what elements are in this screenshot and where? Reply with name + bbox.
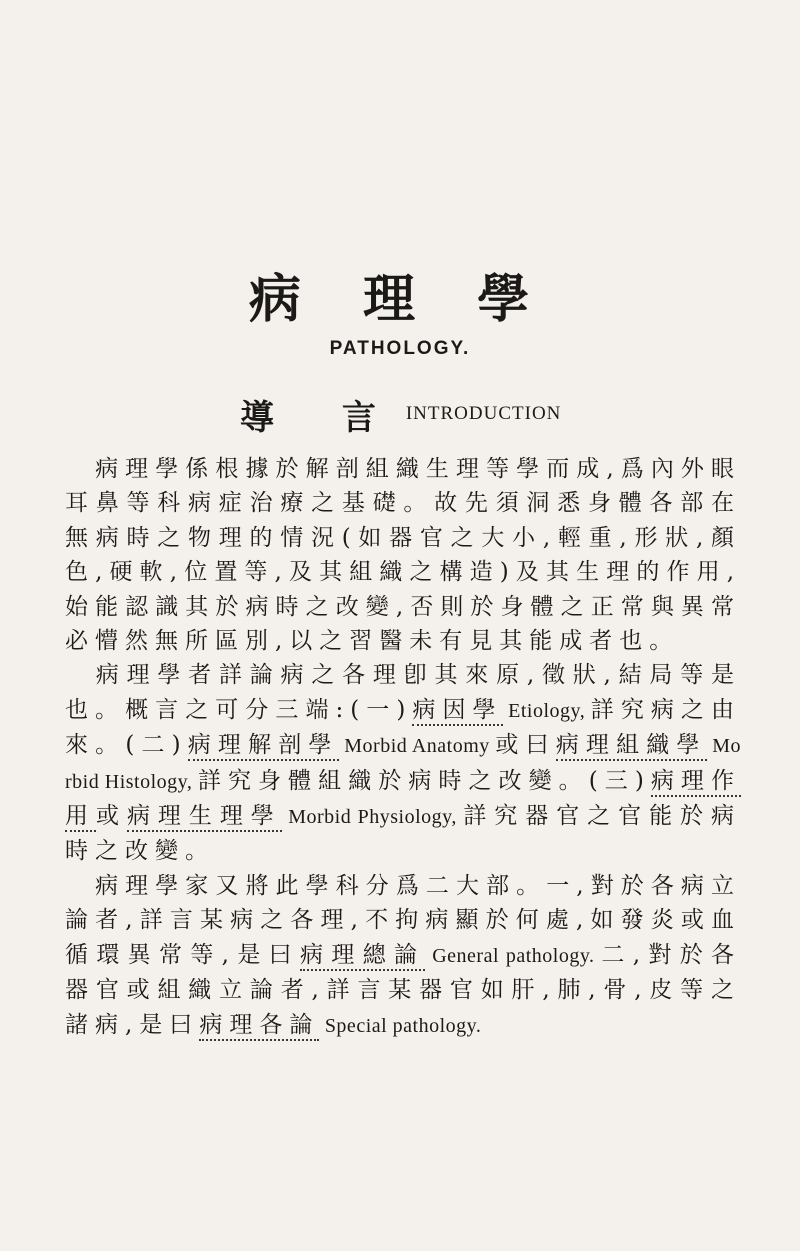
chinese-term: 病理生理學 bbox=[127, 803, 282, 832]
text-run: 病理學家又將此學科分爲二大部。一,對於各病立論者,詳言某病之各理,不拘病顯於何處,如發炎或血循環異常等,是曰 bbox=[65, 872, 741, 968]
text-run: 或曰 bbox=[495, 732, 556, 759]
text-run: 詳究身體組織於病時之改變。(三) bbox=[197, 767, 651, 794]
english-term: Special pathology. bbox=[319, 1014, 482, 1037]
paragraph-indent bbox=[65, 873, 95, 899]
chinese-term: 病理作用 bbox=[65, 768, 741, 832]
chinese-term: 病理解剖學 bbox=[188, 732, 339, 761]
page-title-chinese: 病 理 學 bbox=[248, 269, 552, 330]
chinese-term: 病因學 bbox=[412, 697, 502, 726]
english-term: General pathology. bbox=[425, 944, 602, 967]
english-term: Morbid Histology, bbox=[65, 735, 742, 793]
paragraph-indent bbox=[65, 456, 95, 482]
section-title-chinese: 導 言 bbox=[240, 397, 404, 438]
paragraph bbox=[65, 658, 741, 868]
text-run: 或 bbox=[95, 803, 127, 830]
chinese-term: 病理各論 bbox=[199, 1012, 319, 1041]
page-title-english: PATHOLOGY. bbox=[329, 338, 471, 359]
text-run: 詳究器官之官能於病時之改變。 bbox=[65, 803, 742, 865]
chinese-term: 病理總論 bbox=[300, 942, 425, 971]
paragraph bbox=[65, 452, 741, 658]
text-run: 詳究病之由來。(二) bbox=[65, 696, 741, 759]
chinese-term: 病理組織學 bbox=[556, 732, 707, 761]
body-text bbox=[65, 452, 741, 1043]
english-term: Etiology, bbox=[502, 699, 591, 722]
paragraph-indent bbox=[65, 662, 96, 688]
section-heading bbox=[240, 392, 561, 436]
english-term: Morbid Anatomy bbox=[338, 735, 496, 758]
text-run: 病理學係根據於解剖組織生理等學而成,爲內外眼耳鼻等科病症治療之基礎。故先須洞悉身體各部在無病時之物理的情況(如器官之大小,輕重,形狀,顏色,硬軟,位置等,及其組織之構造)及其生理的作用,始能認識其於病時之改變,否則於身體之正常與異常必懵然無所區別,以之習醫未有見其能成者也。 bbox=[65, 456, 742, 655]
text-run: 二,對於各器官或組織立論者,詳言某器官如肝,肺,骨,皮等之諸病,是曰 bbox=[65, 941, 742, 1038]
text-run: 病理學者詳論病之各理卽其來原,徵狀,結局等是也。概言之可分三端:(一) bbox=[65, 662, 742, 723]
paragraph bbox=[65, 869, 741, 1043]
english-term: Morbid Physiology, bbox=[281, 806, 464, 829]
section-title-english: INTRODUCTION bbox=[405, 403, 562, 424]
